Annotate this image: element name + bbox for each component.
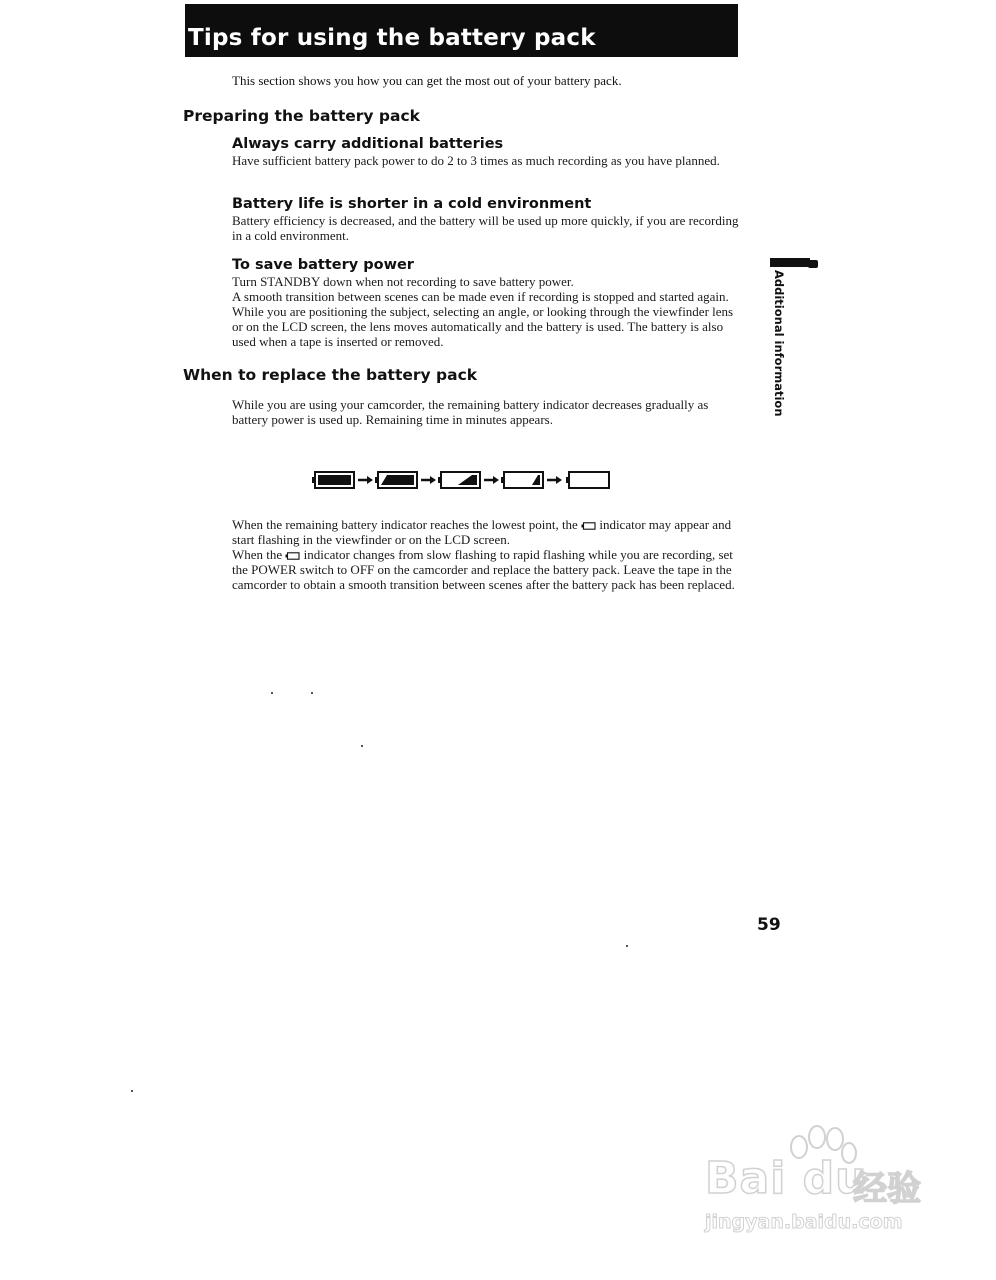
paragraph-replace-details [232,517,742,592]
baidu-watermark [705,1125,945,1240]
paragraph-save-power [232,274,742,349]
battery-icon-three-quarters [375,472,417,488]
subheading-carry-batteries: Always carry additional batteries [232,136,504,152]
battery-empty-icon [581,522,596,530]
battery-icon-quarter [501,472,543,488]
intro-text: This section shows you how you can get the most out of your battery pack. [232,73,622,88]
battery-indicator-sequence [312,468,612,492]
section-heading-replace: When to replace the battery pack [183,366,478,384]
text-span: indicator changes from slow flashing to rapid flashing while you are recording, set the POWER switch to OFF on the camcorder and replace the battery pack. Leave the tape in the camcorder to obtain a smooth transition between scenes after the battery pack has been replaced. [232,547,735,592]
title-bar [185,4,738,57]
side-tab-label: Additional information [772,270,786,417]
side-tab-knob [808,260,818,268]
page-title: Tips for using the battery pack [188,25,596,51]
battery-empty-icon [285,552,300,560]
subheading-save-power: To save battery power [232,257,414,273]
replace-details-line-2 [232,547,742,592]
text-span: When the remaining battery indicator reaches the lowest point, the [232,517,578,532]
section-heading-preparing: Preparing the battery pack [183,107,420,125]
watermark-brand: Bai du [705,1153,868,1204]
save-power-line-1: Turn STANDBY down when not recording to save battery power. [232,274,574,289]
paragraph-cold-environment: Battery efficiency is decreased, and the battery will be used up more quickly, if you are recording in a cold environment. [232,213,739,243]
page-number: 59 [757,915,781,935]
battery-icon-empty [566,472,609,488]
side-tab-bar [770,258,810,267]
text-span: When the [232,547,283,562]
watermark-cn: 经验 [853,1169,921,1209]
scan-speck [361,745,363,747]
save-power-line-2: A smooth transition between scenes can be made even if recording is stopped and started again. While you are positioning the subject, selecting an angle, or looking through the viewfinder lens or on the LCD screen, the lens moves automatically and the battery is used. The battery is also used when a tape is inserted or removed. [232,289,734,349]
arrow-icon [358,476,373,484]
battery-icon-half [438,472,480,488]
scan-speck [626,945,628,947]
watermark-site: jingyan.baidu.com [705,1211,903,1233]
text-span: indicator may appear and start flashing in the viewfinder or on the LCD screen. [232,517,732,547]
subheading-cold-environment: Battery life is shorter in a cold environment [232,196,592,212]
scan-speck [311,692,313,694]
side-tab-marker [770,258,820,270]
paragraph-carry-batteries: Have sufficient battery pack power to do 2 to 3 times as much recording as you have planned. [232,153,720,168]
arrow-icon [421,476,436,484]
replace-details-line-1 [232,517,742,547]
battery-icon-full [312,472,354,488]
scan-speck [271,692,273,694]
scan-speck [131,1090,133,1092]
paragraph-replace-intro: While you are using your camcorder, the remaining battery indicator decreases gradually as battery power is used up. Remaining time in minutes appears. [232,397,709,427]
arrow-icon [484,476,499,484]
arrow-icon [547,476,562,484]
